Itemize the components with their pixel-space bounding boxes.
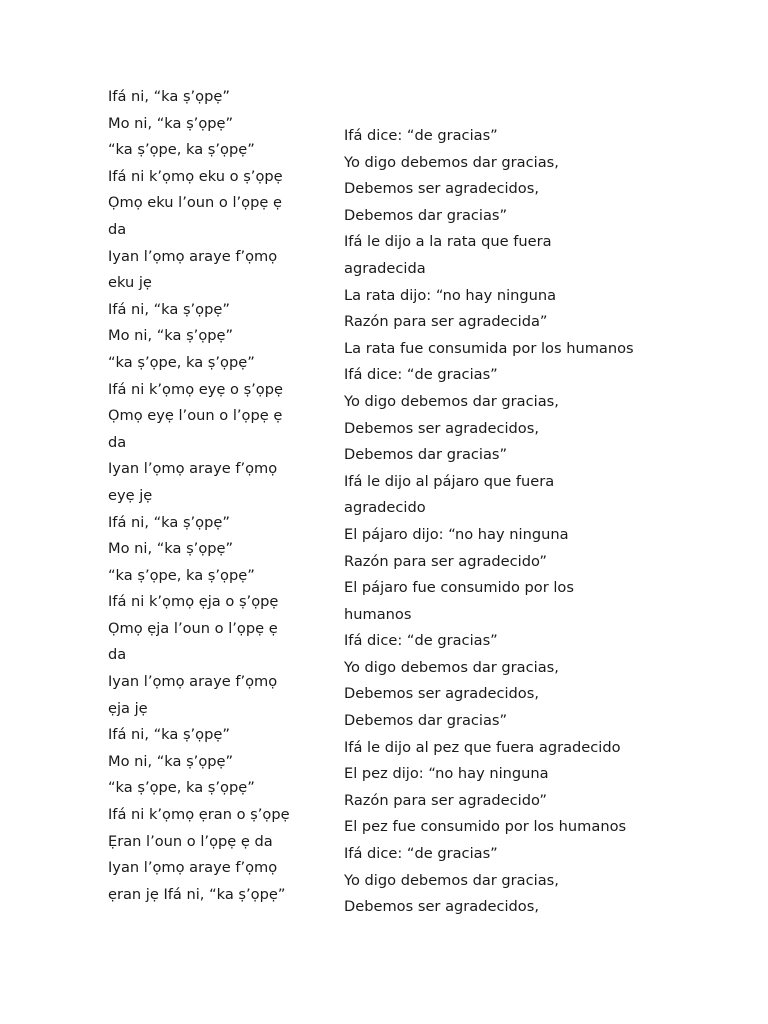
verse-line: Ifá ni, “ka ṣ’ọpẹ” bbox=[108, 300, 230, 318]
verse-line: Ifá ni, “ka ṣ’ọpẹ” bbox=[108, 513, 230, 531]
verse-line: agradecido bbox=[344, 499, 426, 517]
verse-line: Ifá le dijo a la rata que fuera bbox=[344, 233, 552, 251]
verse-line: La rata fue consumida por los humanos bbox=[344, 339, 634, 357]
spanish-translation-column bbox=[344, 123, 634, 921]
verse-line: “ka ṣ’ọpe, ka ṣ’ọpẹ” bbox=[108, 779, 255, 797]
verse-line: Ifá ni k’ọmọ ẹja o ṣ’ọpẹ bbox=[108, 593, 279, 611]
verse-line: El pájaro fue consumido por los bbox=[344, 579, 574, 597]
verse-line: Ifá ni k’ọmọ ẹran o ṣ’ọpẹ bbox=[108, 806, 290, 824]
verse-line: Iyan l’ọmọ araye f’ọmọ bbox=[108, 673, 278, 691]
verse-line: Razón para ser agradecido” bbox=[344, 552, 547, 570]
verse-line: ẹran jẹ Ifá ni, “ka ṣ’ọpẹ” bbox=[108, 885, 286, 903]
verse-line: Razón para ser agradecido” bbox=[344, 791, 547, 809]
verse-line: Ọmọ ẹja l’oun o l’ọpẹ ẹ bbox=[108, 619, 278, 637]
verse-line: Ifá dice: “de gracias” bbox=[344, 845, 498, 863]
verse-line: Debemos ser agradecidos, bbox=[344, 685, 539, 703]
verse-line: Mo ni, “ka ṣ’ọpẹ” bbox=[108, 540, 234, 558]
yoruba-verse-column bbox=[108, 84, 290, 908]
verse-line: Yo digo debemos dar gracias, bbox=[344, 871, 559, 889]
verse-line: da bbox=[108, 220, 127, 238]
verse-line: Mo ni, “ka ṣ’ọpẹ” bbox=[108, 114, 234, 132]
verse-line: agradecida bbox=[344, 259, 426, 277]
verse-line: eyẹ jẹ bbox=[108, 486, 153, 504]
verse-line: “ka ṣ’ọpe, ka ṣ’ọpẹ” bbox=[108, 353, 255, 371]
verse-line: Ọmọ eku l’oun o l’ọpẹ ẹ bbox=[108, 194, 282, 212]
verse-line: Ifá dice: “de gracias” bbox=[344, 366, 498, 384]
verse-line: Ifá dice: “de gracias” bbox=[344, 127, 498, 144]
verse-line: Iyan l’ọmọ araye f’ọmọ bbox=[108, 460, 278, 478]
verse-line: Iyan l’ọmọ araye f’ọmọ bbox=[108, 859, 278, 877]
verse-line: da bbox=[108, 646, 127, 664]
verse-line: Debemos ser agradecidos, bbox=[344, 419, 539, 437]
verse-line: Debemos ser agradecidos, bbox=[344, 180, 539, 198]
verse-line: Ifá ni k’ọmọ eyẹ o ṣ’ọpẹ bbox=[108, 380, 283, 398]
verse-line: El pájaro dijo: “no hay ninguna bbox=[344, 525, 569, 543]
verse-line: Debemos ser agradecidos, bbox=[344, 898, 539, 916]
verse-line: humanos bbox=[344, 605, 412, 623]
verse-line: Yo digo debemos dar gracias, bbox=[344, 658, 559, 676]
verse-line: Razón para ser agradecida” bbox=[344, 313, 548, 331]
verse-line: Ifá ni k’ọmọ eku o ṣ’ọpẹ bbox=[108, 167, 283, 185]
verse-line: Mo ni, “ka ṣ’ọpẹ” bbox=[108, 327, 234, 345]
verse-line: Debemos dar gracias” bbox=[344, 712, 508, 730]
verse-line: “ka ṣ’ọpe, ka ṣ’ọpẹ” bbox=[108, 141, 255, 159]
verse-line: Debemos dar gracias” bbox=[344, 206, 508, 224]
verse-line: Ẹran l’oun o l’ọpẹ ẹ da bbox=[108, 832, 273, 850]
verse-line: Ọmọ eyẹ l’oun o l’ọpẹ ẹ bbox=[108, 407, 283, 425]
verse-line: El pez fue consumido por los humanos bbox=[344, 818, 627, 836]
verse-line: “ka ṣ’ọpe, ka ṣ’ọpẹ” bbox=[108, 566, 255, 584]
verse-line: da bbox=[108, 433, 127, 451]
verse-line: Ifá le dijo al pájaro que fuera bbox=[344, 472, 555, 490]
verse-line: Ifá le dijo al pez que fuera agradecido bbox=[344, 738, 621, 756]
verse-line: Yo digo debemos dar gracias, bbox=[344, 153, 559, 171]
verse-line: Mo ni, “ka ṣ’ọpẹ” bbox=[108, 752, 234, 770]
verse-line: Yo digo debemos dar gracias, bbox=[344, 392, 559, 410]
verse-line: Iyan l’ọmọ araye f’ọmọ bbox=[108, 247, 278, 265]
verse-line: Ifá ni, “ka ṣ’ọpẹ” bbox=[108, 88, 230, 105]
verse-line: ẹja jẹ bbox=[108, 699, 148, 717]
verse-line: El pez dijo: “no hay ninguna bbox=[344, 765, 549, 783]
verse-line: eku jẹ bbox=[108, 274, 152, 292]
verse-line: Debemos dar gracias” bbox=[344, 446, 508, 464]
verse-line: Ifá ni, “ka ṣ’ọpẹ” bbox=[108, 726, 230, 744]
verse-line: La rata dijo: “no hay ninguna bbox=[344, 286, 557, 304]
verse-line: Ifá dice: “de gracias” bbox=[344, 632, 498, 650]
